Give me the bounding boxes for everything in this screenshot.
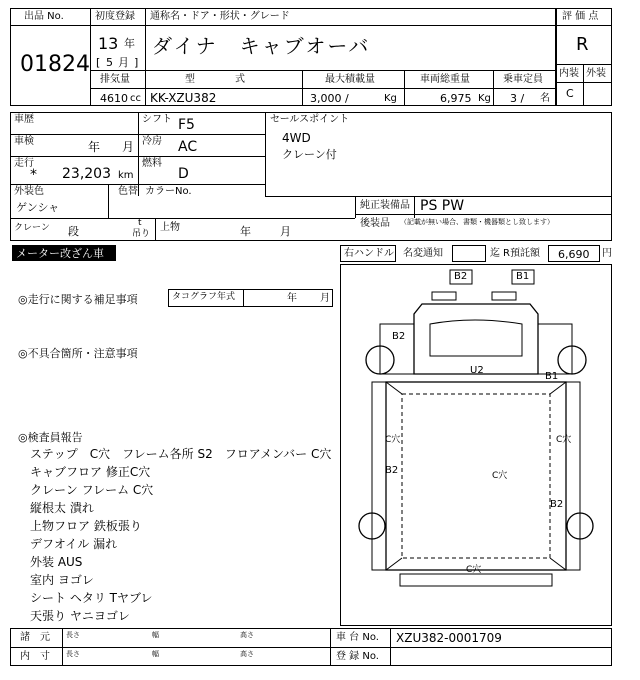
lot-number: 01824 — [20, 52, 90, 77]
max-load-label: 最大積載量 — [325, 74, 375, 85]
aircon-label: 冷房 — [142, 136, 162, 147]
gross-weight: 6,975 — [440, 92, 472, 105]
tachograph-label: タコグラフ年式 — [172, 292, 236, 302]
r-rated-value: 6,690 — [558, 248, 590, 261]
mileage-label: 走行 — [14, 158, 34, 169]
equipment-value: PS PW — [420, 198, 465, 214]
reg-month: 5 — [106, 56, 113, 69]
max-load-unit: Kg — [384, 93, 397, 104]
deck-label: 上物 — [160, 222, 180, 233]
defects-label: ◎不具合箇所・注意事項 — [18, 347, 138, 360]
mark-u2: U2 — [470, 365, 484, 376]
mark-b2-cab: B2 — [392, 331, 406, 342]
shift-label: シフト — [142, 114, 172, 125]
odometer-tampered-text: メーター改ざん車 — [16, 247, 104, 260]
lot-no-label: 出品 No. — [24, 11, 64, 22]
mark-c-bottom: C穴 — [466, 565, 482, 575]
first-reg-label: 初度登録 — [95, 11, 135, 22]
aircon-value: AC — [178, 139, 198, 155]
mark-c-left: C穴 — [385, 435, 401, 445]
color-no-label: カラーNo. — [145, 186, 192, 197]
reg-year: 13 — [98, 34, 119, 53]
max-load: 3,000 / — [310, 92, 349, 105]
mark-c-center: C穴 — [492, 471, 508, 481]
displacement: 4610 — [100, 92, 128, 105]
gross-weight-label: 車両総重量 — [420, 74, 470, 85]
model-code: KK-XZU382 — [150, 91, 217, 105]
rating-box — [556, 8, 612, 106]
r-rated-unit: 円 — [602, 248, 612, 259]
dims-label: 諸 元 — [20, 632, 50, 643]
shift-value: F5 — [178, 117, 195, 133]
mark-b1-right: B1 — [545, 371, 559, 382]
inspection-label: 車検 — [14, 136, 34, 147]
r-rated-label: R預託額 — [503, 248, 540, 259]
rating-label: 評 価 点 — [562, 11, 599, 22]
displacement-unit: cc — [130, 93, 141, 104]
inspector-line: 上物フロア 鉄板張り — [30, 519, 142, 533]
mark-b2-right: B2 — [550, 499, 564, 510]
deadline-label: 迄 — [490, 248, 500, 259]
color-value: ゲンシャ — [16, 201, 60, 214]
mileage-value: 23,203 — [62, 166, 111, 182]
history-label: 車歴 — [14, 114, 34, 125]
inspector-line: シート ヘタリ Tヤブレ — [30, 591, 153, 605]
sales-point-label: セールスポイント — [270, 114, 350, 125]
equipment-label: 純正装備品 — [360, 200, 410, 211]
inspector-line: 外装 AUS — [30, 555, 83, 569]
color-label: 外装色 — [14, 186, 44, 197]
mark-c-right: C穴 — [556, 435, 572, 445]
chassis-number: XZU382-0001709 — [396, 631, 502, 645]
inspector-line: クレーン フレーム C穴 — [30, 483, 154, 497]
inspector-line: デフオイル 漏れ — [30, 537, 118, 551]
capacity: 3 / — [510, 92, 525, 105]
interior-grade: C — [566, 87, 574, 100]
sales-point-2: クレーン付 — [282, 148, 337, 161]
color-change-label: 色替 — [118, 186, 138, 197]
crane-label: クレーン — [14, 223, 50, 233]
car-name-label: 通称名・ドア・形状・グレード — [150, 11, 290, 22]
mileage-mark: * — [30, 167, 37, 183]
name-change-label: 名変通知 — [403, 248, 443, 259]
sales-point-1: 4WD — [282, 131, 311, 145]
inner-dims-label: 内 寸 — [20, 651, 50, 662]
model-label: 型 式 — [185, 74, 245, 85]
inspector-label: ◎検査員報告 — [18, 431, 83, 444]
capacity-label: 乗車定員 — [503, 74, 543, 85]
exterior-label: 外装 — [586, 68, 606, 79]
mark-b2-top: B2 — [454, 271, 468, 282]
interior-label: 内装 — [559, 68, 579, 79]
mark-b1-top: B1 — [516, 271, 530, 282]
inspector-line: 天張り ヤニヨゴレ — [30, 609, 130, 623]
registration-label: 登 録 No. — [336, 651, 379, 662]
fuel-label: 燃料 — [142, 158, 162, 169]
mileage-unit: km — [118, 170, 134, 181]
inspector-line: ステップ C穴 フレーム各所 S2 フロアメンバー C穴 — [30, 447, 332, 461]
car-name: ダイナ キャブオーバ — [152, 34, 371, 58]
fuel-value: D — [178, 166, 189, 182]
reg-month-unit: 月 — [118, 56, 129, 69]
driving-notes-label: ◎走行に関する補足事項 — [18, 293, 138, 306]
mark-b2-left: B2 — [385, 465, 399, 476]
rating-score: R — [576, 34, 589, 55]
reg-year-unit: 年 — [124, 37, 135, 50]
retrofit-note: （記載が無い場合、書類・機器類とし致します） — [400, 218, 554, 226]
inspector-line: 縦根太 潰れ — [30, 501, 94, 515]
chassis-label: 車 台 No. — [336, 632, 379, 643]
right-hand-drive: 右ハンドル — [344, 248, 394, 259]
inspector-line: キャブフロア 修正C穴 — [30, 465, 151, 479]
inspector-line: 室内 ヨゴレ — [30, 573, 94, 587]
retrofit-label: 後装品 — [360, 218, 390, 229]
capacity-unit: 名 — [540, 93, 550, 104]
gross-weight-unit: Kg — [478, 93, 491, 104]
displacement-label: 排気量 — [100, 74, 130, 85]
